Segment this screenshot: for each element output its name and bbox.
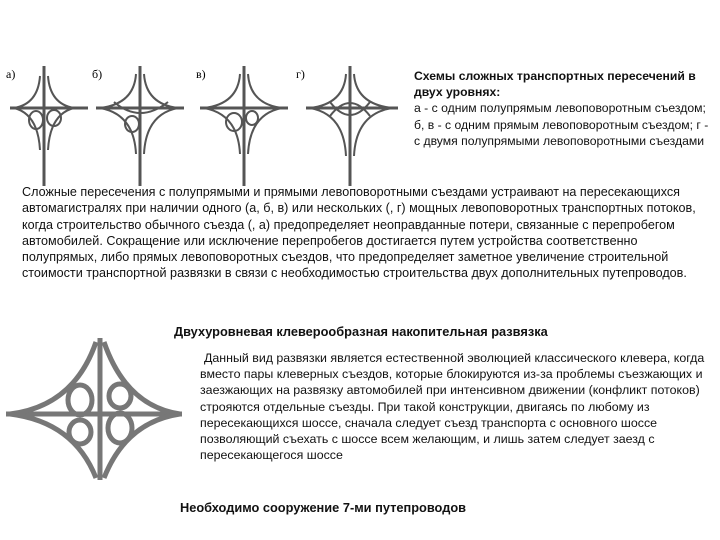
intro-paragraph: Сложные пересечения с полупрямыми и прямыми левоповоротными съездами устраивают на пересекающихся автомагистралях при наличии одного (а, б, в) или нескольких (, г) мощных левоповоротных транспортных потоков, когда строительство обычного съезда (, а) предопределяет неоправданные потери, связанные с перепробегом автомобилей. Сокращение или исключение перепробегов достигается путем устройства соответственно полупрямых, либо прямых левоповоротных съездов, что предопределяет заметное увеличение строительной стоимости транспортной развязки в связи с необходимостью строительства двух дополнительных путепроводов. [22,185,696,281]
scheme-c-label: в) [196,67,206,81]
scheme-a-label: а) [6,67,16,81]
interchange-schemes-figure [0,58,410,188]
scheme-b [92,66,184,186]
description-paragraph: Данный вид развязки является естественной эволюцией классического клевера, когда вместо пары клеверных съездов, которые блокируются из-за проблемы съезжающих и заезжающих на развязку автомобилей при интенсивном движении (конфликт потоков) строяются отдельные съезды. При такой конструкции, двигаясь по любому из пересекающихся шоссе, сначала следует съезд транспорта с основного шоссе позволяющий съехать с шоссе всем желающим, и лишь затем следует заезд с пересекающегося шоссе [200,351,705,463]
scheme-a [6,66,88,186]
scheme-b-label: б) [92,67,103,81]
scheme-d-label: г) [296,67,305,81]
scheme-d [296,66,398,186]
figure-caption [414,68,714,149]
caption-title: Схемы сложных транспортных пересечений в двух уровнях: [414,69,696,100]
cloverleaf-interchange-diagram [4,336,184,482]
scheme-c [196,66,288,186]
section-heading: Двухуровневая клеверообразная накопительная развязка [174,324,548,339]
footer-note: Необходимо сооружение 7-ми путепроводов [180,500,466,515]
caption-body: а - с одним полупрямым левоповоротным съездом; б, в - с одним прямым левоповоротным съездом; г - с двумя полупрямыми левоповоротными съездами [414,101,709,148]
